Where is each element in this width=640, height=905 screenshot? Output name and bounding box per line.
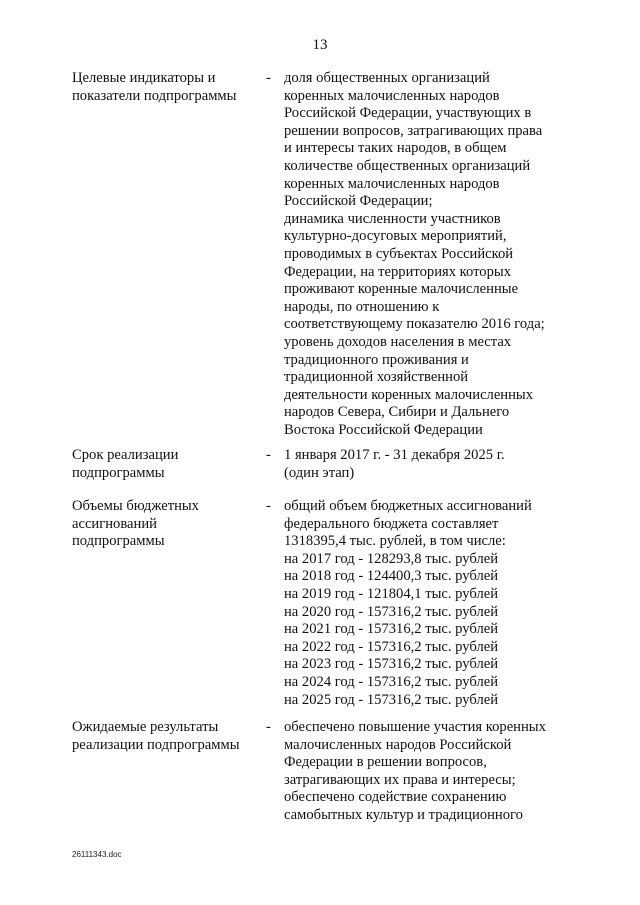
row-dash: - — [266, 70, 271, 86]
row-value-line: коренных малочисленных народов — [284, 175, 500, 192]
row-value-line: общий объем бюджетных ассигнований — [284, 498, 532, 514]
row-value-line: Востока Российской Федерации — [284, 421, 483, 438]
row-value-line: доля общественных организаций — [284, 70, 490, 86]
row-value-line: на 2023 год - 157316,2 тыс. рублей — [284, 656, 499, 673]
row-value — [284, 447, 584, 482]
row-value-line: уровень доходов населения в местах — [284, 333, 512, 350]
row-value — [284, 498, 584, 709]
row-value-line: количестве общественных организаций — [284, 157, 531, 174]
row-label-line: подпрограммы — [72, 464, 165, 481]
row-value-line: на 2020 год - 157316,2 тыс. рублей — [284, 603, 499, 620]
row-value-line: и интересы таких народов, в общем — [284, 140, 507, 157]
row-dash: - — [266, 498, 271, 514]
row-value-line: 1 января 2017 г. - 31 декабря 2025 г. — [284, 447, 505, 463]
row-value-line: проживают коренные малочисленные — [284, 281, 519, 298]
row-value-line: на 2018 год - 124400,3 тыс. рублей — [284, 568, 499, 585]
row-value-line: динамика численности участников — [284, 210, 501, 227]
row-dash: - — [266, 447, 271, 463]
row-value-line: обеспечено содействие сохранению — [284, 789, 507, 806]
row-value-line: малочисленных народов Российской — [284, 736, 512, 753]
row-label-line: подпрограммы — [72, 533, 165, 550]
row-value-line: на 2021 год - 157316,2 тыс. рублей — [284, 621, 499, 638]
row-value-line: традиционной хозяйственной — [284, 369, 469, 386]
row-value-line: обеспечено повышение участия коренных — [284, 719, 546, 735]
row-value-line: народов Севера, Сибири и Дальнего — [284, 404, 510, 421]
row-value-line: Российской Федерации, участвующих в — [284, 105, 532, 122]
row-label — [72, 498, 257, 551]
row-value-line: на 2024 год - 157316,2 тыс. рублей — [284, 673, 499, 690]
row-value-line: культурно-досуговых мероприятий, — [284, 228, 507, 245]
row-label-line: показатели подпрограммы — [72, 87, 237, 104]
row-dash: - — [266, 719, 271, 735]
row-value-line: на 2025 год - 157316,2 тыс. рублей — [284, 691, 499, 708]
row-value — [284, 719, 584, 825]
row-value-line: Федерации, на территориях которых — [284, 263, 511, 280]
row-value-line: деятельности коренных малочисленных — [284, 386, 534, 403]
row-value-line: на 2022 год - 157316,2 тыс. рублей — [284, 638, 499, 655]
row-value-line: решении вопросов, затрагивающих права — [284, 122, 543, 139]
row-value-line: Федерации в решении вопросов, — [284, 754, 487, 771]
row-label-line: Объемы бюджетных — [72, 498, 199, 514]
row-label-line: Целевые индикаторы и — [72, 70, 216, 86]
row-label-line: ассигнований — [72, 515, 157, 532]
row-value-line: (один этап) — [284, 464, 355, 481]
row-label — [72, 447, 257, 482]
row-label — [72, 719, 257, 754]
row-value-line: коренных малочисленных народов — [284, 87, 500, 104]
row-value-line: соответствующему показателю 2016 года; — [284, 316, 545, 333]
row-value-line: традиционного проживания и — [284, 351, 469, 368]
row-value-line: Российской Федерации; — [284, 193, 433, 210]
row-value-line: 1318395,4 тыс. рублей, в том числе: — [284, 533, 506, 550]
footer-filename: 26111343.doc — [72, 850, 122, 859]
row-label — [72, 70, 257, 105]
row-value-line: самобытных культур и традиционного — [284, 806, 523, 823]
row-label-line: реализации подпрограммы — [72, 736, 240, 753]
row-value-line: затрагивающих их права и интересы; — [284, 771, 516, 788]
row-value-line: на 2019 год - 121804,1 тыс. рублей — [284, 585, 499, 602]
row-label-line: Срок реализации — [72, 447, 179, 463]
page-number: 13 — [312, 37, 328, 53]
row-value-line: проводимых в субъектах Российской — [284, 245, 514, 262]
row-value-line: народы, по отношению к — [284, 298, 440, 315]
row-value-line: федерального бюджета составляет — [284, 515, 499, 532]
row-value-line: на 2017 год - 128293,8 тыс. рублей — [284, 550, 499, 567]
row-value — [284, 70, 584, 439]
row-label-line: Ожидаемые результаты — [72, 719, 219, 735]
